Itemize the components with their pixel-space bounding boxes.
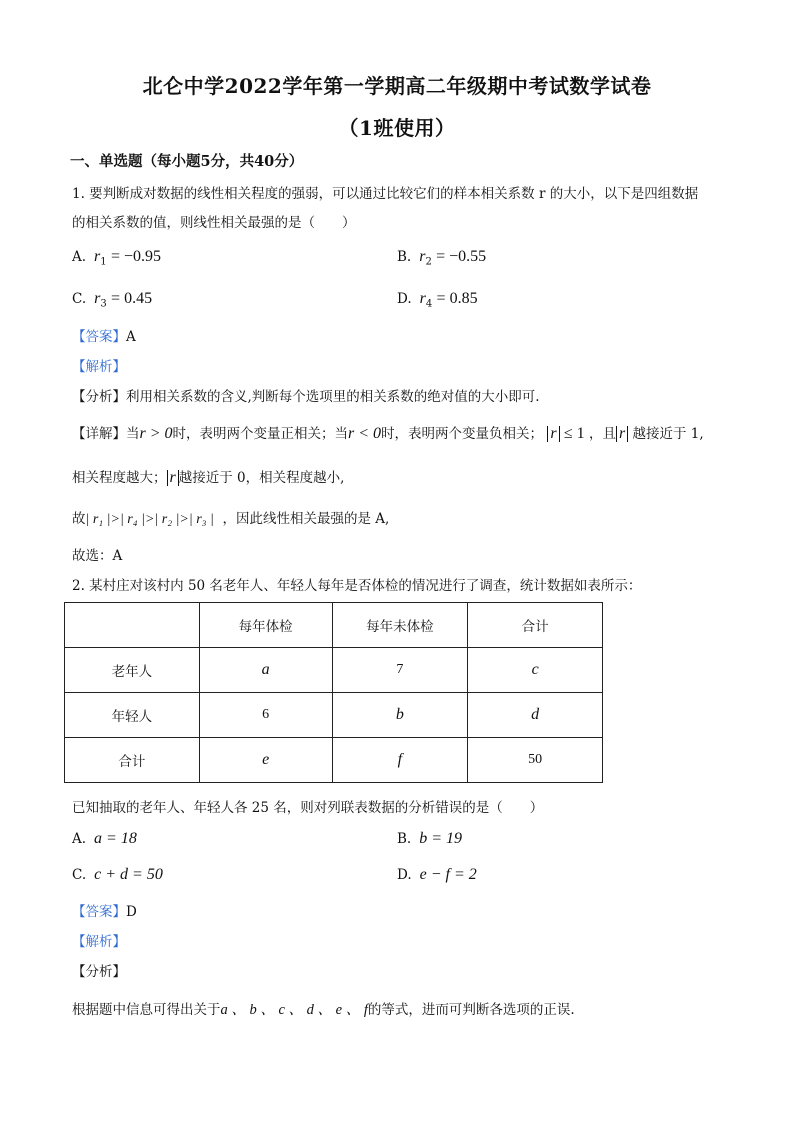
answer-tag: 【答案】	[72, 329, 126, 345]
table-row	[65, 738, 603, 783]
fenxi-text: 根据题中信息可得出关于	[72, 1002, 221, 1018]
q2-option-c	[72, 864, 163, 886]
q1-fenxi	[72, 387, 540, 407]
table-cell: c	[468, 648, 603, 693]
xiangjie-tag: 【详解】	[72, 426, 126, 442]
option-expr: c + d = 50	[94, 866, 163, 883]
option-value: = 0.85	[436, 290, 478, 307]
table-cell	[65, 603, 200, 648]
q1-answer	[72, 327, 136, 347]
q2-option-d	[397, 864, 477, 886]
option-value: = −0.55	[436, 248, 487, 265]
line3-text: 故	[72, 511, 86, 527]
fenxi-text: 利用相关系数的含义,判断每个选项里的相关系数的绝对值的大小即可.	[126, 389, 540, 405]
q1-line3	[72, 509, 389, 530]
q1-line2	[72, 468, 344, 488]
option-value: = −0.95	[110, 248, 161, 265]
option-label: A.	[72, 831, 87, 847]
fenxi-text: 的等式，进而可判断各选项的正误.	[367, 1002, 575, 1018]
table-cell: e	[199, 738, 332, 783]
option-label: D.	[397, 867, 412, 883]
table-header: 每年未体检	[332, 603, 468, 648]
option-var: r	[419, 290, 426, 307]
line2-text: 相关程度越大；	[72, 470, 167, 486]
q1-option-b	[397, 246, 486, 274]
xiangjie-text: ，且	[588, 426, 616, 442]
option-expr: a = 18	[94, 830, 137, 847]
xiangjie-text: 时，表明两个变量负相关；	[381, 426, 544, 442]
q1-xiangjie	[72, 424, 704, 444]
option-sub: 4	[425, 298, 433, 310]
option-expr: e − f = 2	[419, 866, 477, 883]
xiangjie-math: r < 0	[348, 425, 382, 442]
q2-fenxi-tag: 【分析】	[72, 964, 126, 980]
analysis-tag: 【解析】	[72, 359, 126, 375]
answer-value: D	[126, 904, 137, 920]
answer-value: A	[126, 329, 136, 345]
xiangjie-text: 时，表明两个变量正相关；当	[172, 426, 349, 442]
table-header: 合计	[468, 603, 603, 648]
q1-option-c	[72, 288, 152, 316]
answer-tag: 【答案】	[72, 904, 126, 920]
table-cell: a	[199, 648, 332, 693]
q1-stem-line1: 1. 要判断成对数据的线性相关程度的强弱，可以通过比较它们的样本相关系数 r 的大小，以下是四组数据	[72, 186, 699, 202]
option-expr: b = 19	[419, 830, 463, 847]
q1-conclusion: 故选：A	[72, 548, 123, 564]
xiangjie-text: 当	[126, 426, 140, 442]
fenxi-tag: 【分析】	[72, 389, 126, 405]
table-cell: 50	[468, 738, 603, 783]
line3-text: ，因此线性相关最强的是 A,	[222, 511, 390, 527]
option-label: C.	[72, 291, 87, 307]
table-cell: d	[468, 693, 603, 738]
option-label: D.	[397, 291, 412, 307]
table-row	[65, 693, 603, 738]
option-var: r	[94, 290, 101, 307]
option-value: = 0.45	[111, 290, 153, 307]
abs-r: r	[547, 426, 559, 442]
option-sub: 2	[425, 256, 432, 268]
table-cell: b	[332, 693, 468, 738]
table-cell: 年轻人	[65, 693, 200, 738]
abs-r: r	[167, 470, 179, 486]
option-label: A.	[72, 249, 87, 265]
q2-stem: 2. 某村庄对该村内 50 名老年人、年轻人每年是否体检的情况进行了调查，统计数据如表所示：	[72, 578, 642, 594]
option-label: B.	[397, 249, 412, 265]
table-header-row	[65, 603, 603, 648]
table-cell: 合计	[65, 738, 200, 783]
exam-title: 北仑中学2022学年第一学期高二年级期中考试数学试卷	[142, 74, 652, 98]
xiangjie-math: r > 0	[139, 425, 173, 442]
table-header: 每年体检	[199, 603, 332, 648]
table-row	[65, 648, 603, 693]
analysis-tag: 【解析】	[72, 934, 126, 950]
table-cell: 7	[332, 648, 468, 693]
q2-answer	[72, 902, 137, 922]
fenxi-vars: a 、 b 、 c 、 d 、 e 、 f	[220, 1002, 368, 1018]
q1-option-d	[397, 288, 478, 316]
table-cell: 6	[199, 693, 332, 738]
q2-option-a	[72, 828, 137, 850]
option-sub: 1	[100, 256, 107, 268]
option-label: B.	[397, 831, 412, 847]
option-label: C.	[72, 867, 87, 883]
q2-fenxi	[72, 1000, 575, 1020]
q1-option-a	[72, 246, 161, 274]
option-var: r	[94, 248, 101, 265]
option-var: r	[419, 248, 426, 265]
xiangjie-text: 越接近于 1,	[632, 426, 704, 442]
section-heading: 一、单选题（每小题5分，共40分）	[70, 153, 304, 170]
q2-analysis-tag	[72, 932, 126, 952]
abs-r: r	[616, 426, 628, 442]
contingency-table	[64, 602, 603, 783]
exam-subtitle: （1班使用）	[338, 116, 456, 140]
q1-stem-line2: 的相关系数的值，则线性相关最强的是（ ）	[72, 215, 356, 231]
line3-expr: | r₁ |>| r₄ |>| r₂ |>| r₃ |	[85, 512, 214, 527]
table-cell: f	[332, 738, 468, 783]
xiangjie-math: ≤ 1	[563, 425, 585, 442]
line2-text: 越接近于 0，相关程度越小,	[178, 470, 345, 486]
q2-option-b	[397, 828, 462, 850]
q2-after-table: 已知抽取的老年人、年轻人各 25 名，则对列联表数据的分析错误的是（ ）	[72, 800, 544, 816]
option-sub: 3	[100, 298, 107, 310]
table-cell: 老年人	[65, 648, 200, 693]
q1-analysis-tag	[72, 357, 126, 377]
